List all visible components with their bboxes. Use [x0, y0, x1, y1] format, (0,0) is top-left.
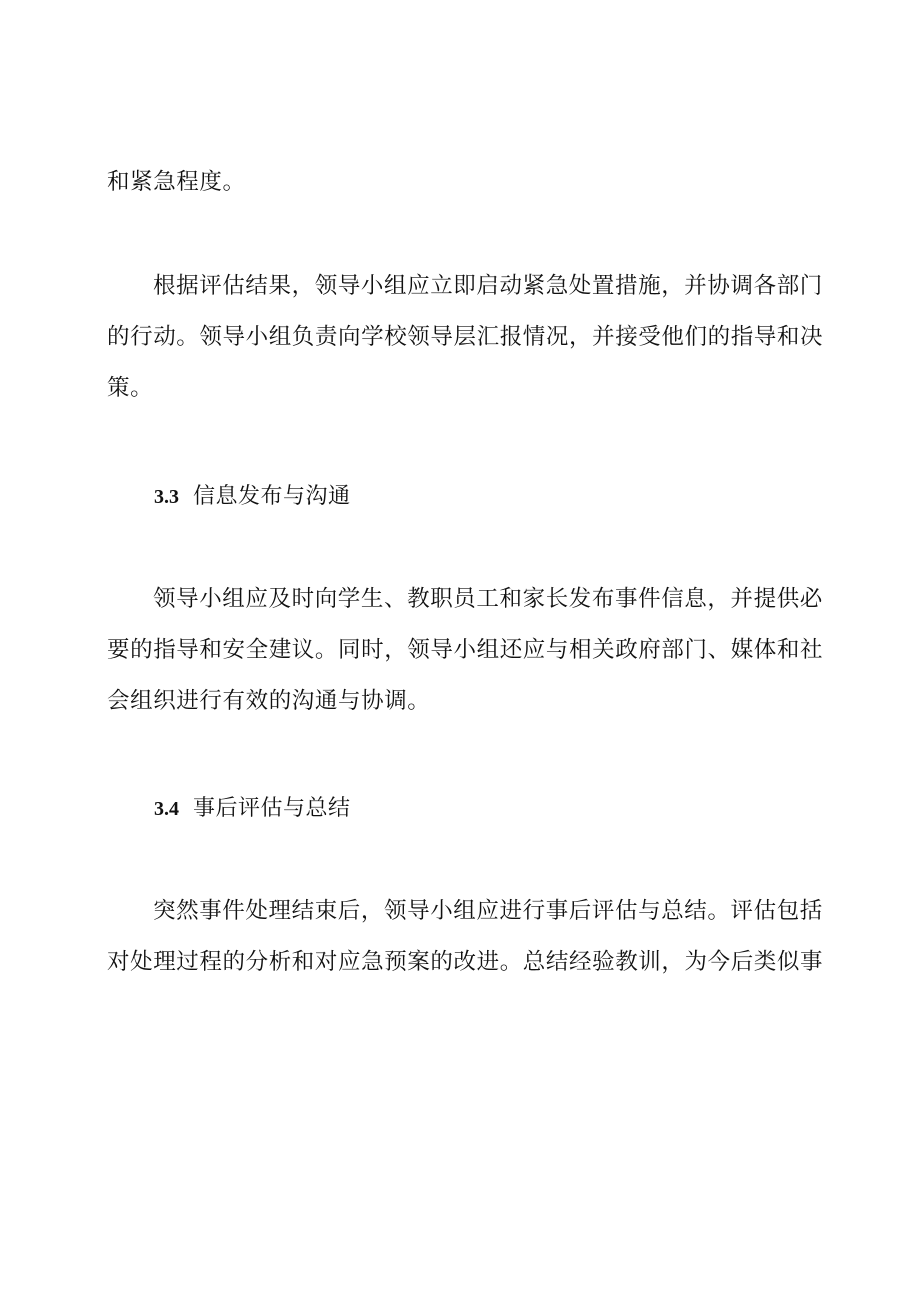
- text-line: 要的指导和安全建议。同时，领导小组还应与相关政府部门、媒体和社: [107, 637, 824, 663]
- section-title: 信息发布与沟通: [193, 484, 351, 509]
- section-heading-3-3: [154, 481, 351, 512]
- text-line: 领导小组应及时向学生、教职员工和家长发布事件信息，并提供必: [153, 586, 823, 612]
- text-line: 突然事件处理结束后，领导小组应进行事后评估与总结。评估包括: [153, 898, 823, 924]
- section-number: 3.4: [154, 798, 179, 820]
- text-line: 根据评估结果，领导小组应立即启动紧急处置措施，并协调各部门: [153, 273, 823, 299]
- section-title: 事后评估与总结: [193, 796, 351, 821]
- text-line: 和紧急程度。: [107, 169, 246, 195]
- text-line: 会组织进行有效的沟通与协调。: [107, 688, 431, 714]
- section-heading-3-4: [154, 793, 351, 824]
- text-line: 对处理过程的分析和对应急预案的改进。总结经验教训，为今后类似事: [107, 949, 824, 975]
- section-number: 3.3: [154, 486, 179, 508]
- text-line: 的行动。领导小组负责向学校领导层汇报情况，并接受他们的指导和决: [107, 324, 824, 350]
- text-line: 策。: [107, 375, 154, 401]
